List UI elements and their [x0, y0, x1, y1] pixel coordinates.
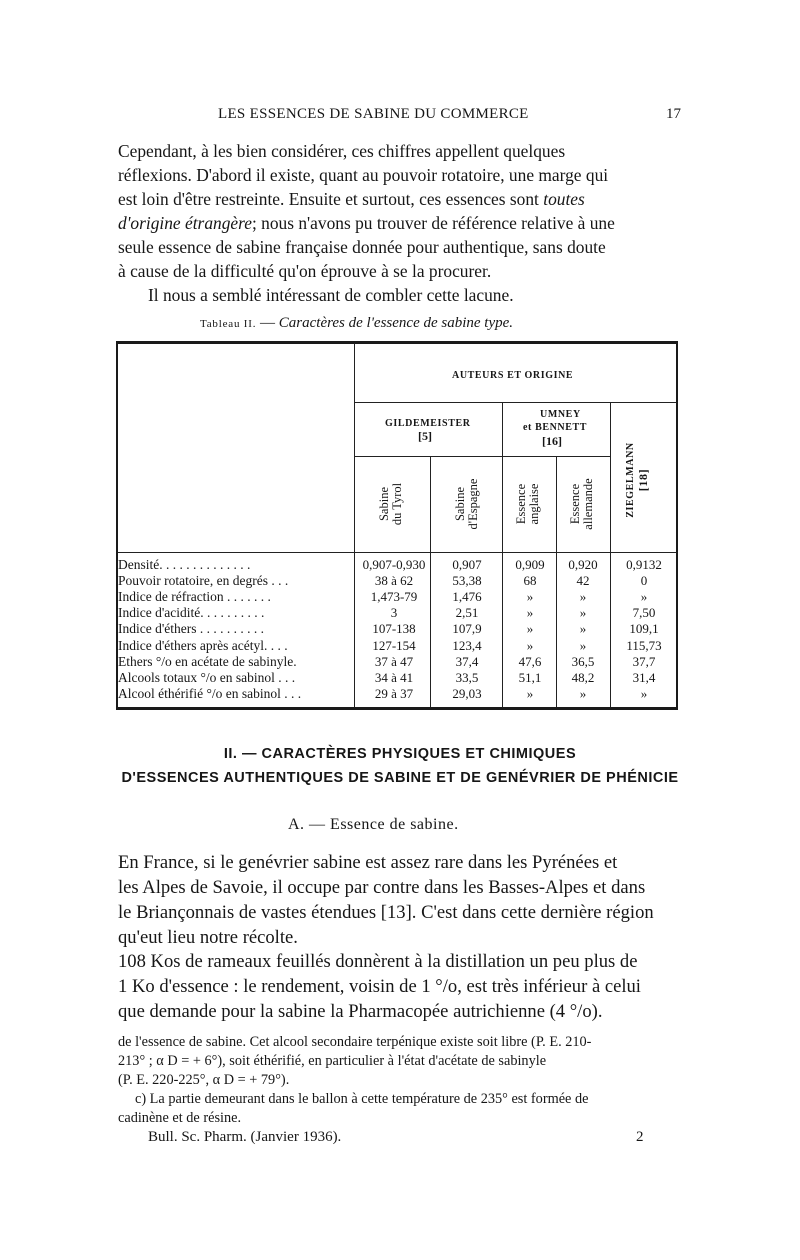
- intro-line-4: [118, 213, 615, 234]
- table-row-label: Indice de réfraction . . . . . . .: [118, 589, 271, 605]
- header-ziegelmann: ZIEGELMANN [18]: [625, 442, 650, 518]
- table-cell: 107-138: [372, 621, 416, 637]
- footnote-line-5: cadinène et de résine.: [118, 1110, 242, 1126]
- header-col-anglaise: Essence anglaise: [514, 483, 541, 525]
- footnote-line-3: (P. E. 220-225°, α D = + 79°).: [118, 1072, 290, 1088]
- intro-line-7: Il nous a semblé intéressant de combler cette lacune.: [148, 285, 514, 305]
- table-cell: 3: [390, 605, 398, 621]
- table-hline-header: [118, 552, 676, 553]
- header-umney-ref: [16]: [542, 434, 562, 448]
- table-cell: 123,4: [452, 637, 482, 653]
- table-cell: 37,4: [455, 653, 479, 669]
- table-cell: »: [579, 605, 587, 621]
- table-cell: »: [579, 621, 587, 637]
- table-cell: »: [640, 685, 648, 701]
- table-cell: 38 à 62: [374, 573, 414, 589]
- subsection-heading: A. — Essence de sabine.: [288, 816, 459, 833]
- table-cell: 37,7: [632, 653, 656, 669]
- table-caption-title: Caractères de l'essence de sabine type.: [278, 315, 514, 331]
- table-cell: 33,5: [455, 669, 479, 685]
- table-row-label: Densité. . . . . . . . . . . . . .: [118, 557, 251, 572]
- header-umney-2: et BENNETT: [523, 422, 588, 433]
- footer-signature: 2: [636, 1129, 644, 1145]
- table-cell: »: [579, 589, 587, 605]
- table-cell: 1,473-79: [370, 589, 418, 605]
- table-cell: 107,9: [452, 621, 482, 637]
- intro-line-6: à cause de la difficulté qu'on éprouve à se la procurer.: [118, 261, 492, 281]
- footnote-line-4: c) La partie demeurant dans le ballon à cette température de 235° est formée de: [135, 1091, 589, 1107]
- table-cell: 29 à 37: [374, 685, 414, 701]
- table-hline-authors: [355, 402, 676, 403]
- table-row-label: Indice d'éthers après acétyl. . . .: [118, 637, 288, 653]
- table-cell: 109,1: [629, 621, 659, 637]
- footnote-line-2: 213° ; α D = + 6°), soit éthérifié, en particulier à l'état d'acétate de sabinyle: [118, 1053, 547, 1069]
- table-cell: »: [526, 685, 534, 701]
- intro-line-5: seule essence de sabine française donnée pour authentique, sans doute: [118, 237, 606, 257]
- table-cell: 2,51: [455, 605, 479, 621]
- table-row-label: Alcools totaux °/o en sabinol . . .: [118, 669, 296, 685]
- table-cell: 0: [640, 573, 648, 589]
- intro-line-3a: est loin d'être restreinte. Ensuite et surtout, ces essences sont: [118, 189, 544, 209]
- table-cell: 51,1: [518, 669, 542, 685]
- header-gildemeister-ref: [5]: [418, 429, 432, 443]
- table-hline-sub: [355, 456, 610, 457]
- intro-line-4b: ; nous n'avons pu trouver de référence relative à une: [251, 213, 615, 233]
- table-cell: »: [579, 685, 587, 701]
- header-col-allemande: Essence allemande: [568, 478, 595, 530]
- table-row-label: Pouvoir rotatoire, en degrés . . .: [118, 573, 289, 589]
- table-cell: 0,9132: [626, 557, 662, 572]
- intro-line-3b: toutes: [543, 189, 585, 209]
- table-row-label: Indice d'éthers . . . . . . . . . .: [118, 621, 265, 637]
- table-cell: 1,476: [452, 589, 482, 605]
- header-authors: AUTEURS ET ORIGINE: [452, 370, 574, 381]
- table-cell: 0,909: [515, 557, 545, 572]
- table-cell: »: [526, 621, 534, 637]
- table-cell: 36,5: [571, 653, 595, 669]
- body-line-1: En France, si le genévrier sabine est assez rare dans les Pyrénées et: [118, 852, 618, 873]
- body-line-5: 108 Kos de rameaux feuillés donnèrent à la distillation un peu plus de: [118, 951, 638, 972]
- footnote-line-1: de l'essence de sabine. Cet alcool secondaire terpénique existe soit libre (P. E. 210-: [118, 1034, 592, 1050]
- body-line-4: qu'eut lieu notre récolte.: [118, 927, 298, 948]
- header-gildemeister: GILDEMEISTER: [385, 418, 471, 429]
- table-row-label: Indice d'acidité. . . . . . . . . .: [118, 605, 265, 621]
- page-number: 17: [666, 106, 681, 122]
- table-cell: 48,2: [571, 669, 595, 685]
- table-cell: 0,907: [452, 557, 482, 572]
- table-cell: »: [579, 637, 587, 653]
- table-cell: 29,03: [452, 685, 482, 701]
- header-umney-1: UMNEY: [540, 409, 581, 420]
- table-caption-dash: —: [256, 315, 279, 331]
- intro-line-1: Cependant, à les bien considérer, ces chiffres appellent quelques: [118, 141, 566, 161]
- intro-line-2: réflexions. D'abord il existe, quant au pouvoir rotatoire, une marge qui: [118, 165, 609, 185]
- table-row-label: Ethers °/o en acétate de sabinyle.: [118, 653, 297, 669]
- table-cell: 68: [523, 573, 537, 589]
- table-cell: 115,73: [626, 637, 662, 653]
- table-cell: »: [526, 605, 534, 621]
- table-cell: »: [526, 637, 534, 653]
- body-line-3: le Briançonnais de vastes étendues [13]. C'est dans cette dernière région: [118, 902, 654, 923]
- table-cell: 34 à 41: [374, 669, 414, 685]
- section-heading-line-2: D'ESSENCES AUTHENTIQUES DE SABINE ET DE GENÉVRIER DE PHÉNICIE: [121, 770, 679, 786]
- section-heading-line-1: II. — CARACTÈRES PHYSIQUES ET CHIMIQUES: [223, 746, 577, 762]
- intro-line-3: [118, 189, 585, 210]
- table-cell: 0,907-0,930: [362, 557, 426, 572]
- table-row-label: Alcool éthérifié °/o en sabinol . . .: [118, 685, 302, 701]
- intro-line-4a: d'origine étrangère: [118, 213, 252, 233]
- table-cell: 0,920: [568, 557, 598, 572]
- body-line-6: 1 Ko d'essence : le rendement, voisin de 1 °/o, est très inférieur à celui: [118, 976, 641, 997]
- table-cell: 31,4: [632, 669, 656, 685]
- table-cell: 37 à 47: [374, 653, 414, 669]
- body-line-7: que demande pour la sabine la Pharmacopée autrichienne (4 °/o).: [118, 1001, 603, 1022]
- table-cell: 127-154: [372, 637, 416, 653]
- body-line-2: les Alpes de Savoie, il occupe par contre dans les Basses-Alpes et dans: [118, 877, 646, 898]
- table-cell: 42: [576, 573, 590, 589]
- header-col-espagne: Sabine d'Espagne: [453, 478, 480, 530]
- footer-journal: Bull. Sc. Pharm. (Janvier 1936).: [148, 1129, 342, 1145]
- table-cell: 7,50: [632, 605, 656, 621]
- table-caption: [200, 315, 513, 332]
- table-caption-label: Tableau II.: [200, 318, 257, 330]
- running-header-title: LES ESSENCES DE SABINE DU COMMERCE: [218, 106, 529, 122]
- header-col-tyrol: Sabine du Tyrol: [377, 482, 404, 526]
- table-cell: 53,38: [452, 573, 482, 589]
- table-cell: »: [640, 589, 648, 605]
- table-cell: 47,6: [518, 653, 542, 669]
- table-cell: »: [526, 589, 534, 605]
